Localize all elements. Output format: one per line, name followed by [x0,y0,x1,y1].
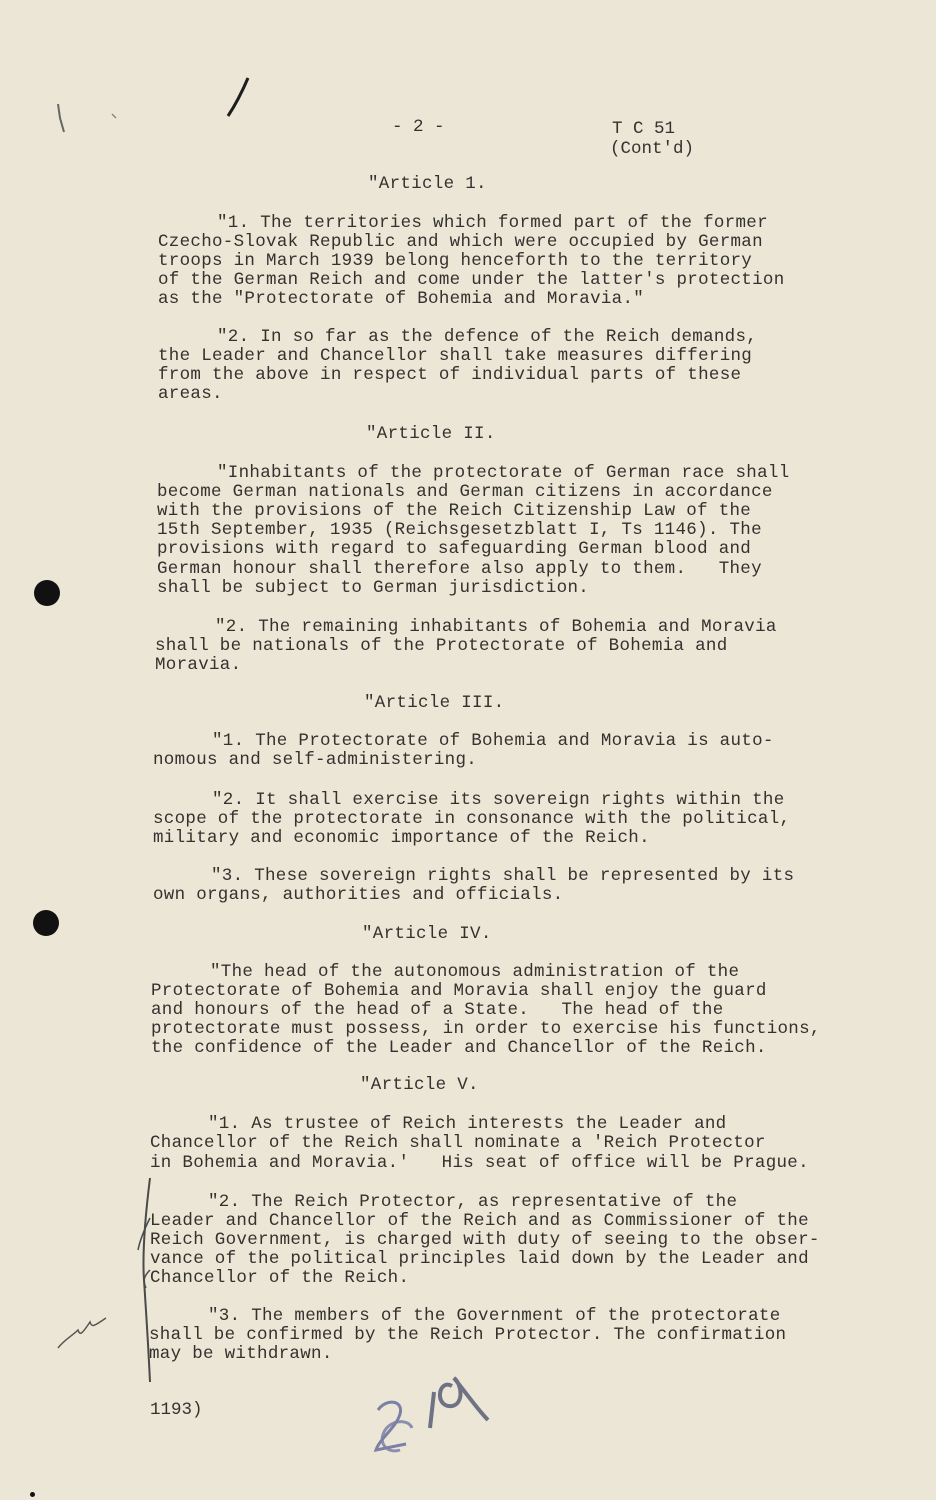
article-3-text: scope of the protectorate in consonance with the political, [153,809,791,829]
punch-hole [34,580,60,606]
article-3-text: "3. These sovereign rights shall be represented by its [211,866,795,886]
article-5-text: vance of the political principles laid down by the Leader and [150,1249,809,1269]
article-3-text: nomous and self-administering. [153,750,478,770]
article-2-text: "Inhabitants of the protectorate of German race shall [217,463,790,483]
heading-article-2: "Article II. [366,424,496,444]
continued-note: (Cont'd) [610,139,695,159]
article-3-text: own organs, authorities and officials. [153,885,564,905]
heading-article-3: "Article III. [364,693,505,713]
article-1-text: from the above in respect of individual parts of these [158,365,742,385]
page-speck [30,1492,35,1497]
article-3-text: military and economic importance of the Reich. [153,828,650,848]
article-1-text: the Leader and Chancellor shall take measures differing [158,346,753,366]
article-2-text: provisions with regard to safeguarding German blood and [157,539,752,559]
article-4-text: "The head of the autonomous administration of the [210,962,740,982]
page-number: - 2 - [392,117,445,137]
article-3-text: "2. It shall exercise its sovereign rights within the [212,790,785,810]
article-1-text: areas. [158,384,223,404]
margin-bracket-mark [50,1170,160,1390]
article-1-text: "2. In so far as the defence of the Reich demands, [217,327,758,347]
handwritten-page-number [360,1358,510,1468]
article-5-text: "2. The Reich Protector, as representative of the [208,1192,738,1212]
article-2-text: "2. The remaining inhabitants of Bohemia and Moravia [215,617,777,637]
article-5-text: Reich Government, is charged with duty of seeing to the obser- [150,1230,820,1250]
article-2-text: become German nationals and German citizens in accordance [157,482,773,502]
article-5-text: shall be confirmed by the Reich Protector. The confirmation [149,1325,787,1345]
document-reference: T C 51 [612,119,676,139]
article-4-text: Protectorate of Bohemia and Moravia shall enjoy the guard [151,981,767,1001]
heading-article-5: "Article V. [360,1075,479,1095]
article-4-text: protectorate must possess, in order to exercise his functions, [151,1019,821,1039]
article-5-text: "3. The members of the Government of the protectorate [208,1306,781,1326]
article-1-text: "1. The territories which formed part of the former [217,213,768,233]
article-2-text: shall be subject to German jurisdiction. [157,578,590,598]
article-5-text: Chancellor of the Reich shall nominate a 'Reich Protector [150,1133,766,1153]
article-4-text: and honours of the head of a State. The head of the [151,1000,724,1020]
article-1-text: as the "Protectorate of Bohemia and Moravia." [158,289,645,309]
article-2-text: Moravia. [155,655,242,675]
article-5-text: "1. As trustee of Reich interests the Leader and [208,1114,727,1134]
heading-article-1: "Article 1. [368,174,487,194]
article-5-text: Chancellor of the Reich. [150,1268,410,1288]
article-5-text: in Bohemia and Moravia.' His seat of office will be Prague. [150,1153,809,1173]
article-2-text: 15th September, 1935 (Reichsgesetzblatt I, Ts 1146). The [157,520,762,540]
article-2-text: with the provisions of the Reich Citizenship Law of the [157,501,752,521]
heading-article-4: "Article IV. [362,924,492,944]
article-1-text: troops in March 1939 belong henceforth to the territory [158,251,753,271]
article-5-text: may be withdrawn. [149,1344,333,1364]
article-2-text: shall be nationals of the Protectorate of Bohemia and [155,636,728,656]
article-5-text: Leader and Chancellor of the Reich and as Commissioner of the [150,1211,809,1231]
article-2-text: German honour shall therefore also apply to them. They [157,559,762,579]
corner-marks [50,70,270,150]
article-1-text: of the German Reich and come under the latter's protection [158,270,785,290]
article-3-text: "1. The Protectorate of Bohemia and Moravia is auto- [212,731,774,751]
article-4-text: the confidence of the Leader and Chancellor of the Reich. [151,1038,767,1058]
punch-hole [33,910,59,936]
footer-code: 1193) [150,1400,203,1420]
article-1-text: Czecho-Slovak Republic and which were occupied by German [158,232,763,252]
